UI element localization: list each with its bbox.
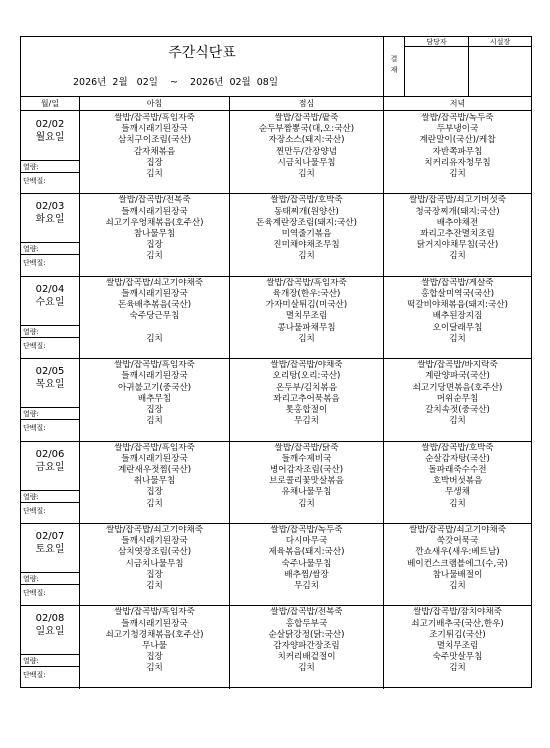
day-row <box>21 606 531 688</box>
protein-label: 단백질: <box>23 424 46 433</box>
menu-item: 김치 <box>449 663 466 674</box>
menu-item: 집장 <box>146 652 163 663</box>
menu-item: 멸치무조림 <box>285 311 328 322</box>
approver-director-sign[interactable] <box>469 47 531 96</box>
menu-item: 김치 <box>146 169 163 180</box>
label-divider <box>21 572 79 573</box>
menu-item: 무김치 <box>294 581 319 592</box>
breakfast-cell <box>80 360 229 427</box>
menu-item: 감자채볶음 <box>133 146 176 157</box>
approver-director-label: 시설장 <box>469 37 531 47</box>
menu-item: 육개장(한우:국산) <box>272 289 341 299</box>
menu-item: 돈육배추볶음(국산) <box>117 300 192 311</box>
menu-item: 쌀밥/잡곡밥/녹두죽 <box>270 525 343 535</box>
menu-item: 쌀밥/잡곡밥/닭죽 <box>274 442 339 453</box>
menu-item: 콩나물파채무침 <box>277 322 336 333</box>
menu-item: 꽈리고추잔멸치조림 <box>420 229 495 239</box>
menu-item: 톳홍합절이 <box>285 405 328 415</box>
menu-item: 깐쇼새우(새우:베트남) <box>415 547 500 558</box>
menu-item: 집장 <box>146 569 163 580</box>
day-row <box>21 194 531 276</box>
label-divider <box>21 254 79 255</box>
day-label <box>21 200 79 226</box>
menu-item: 쌀밥/잡곡밥/잠치야채죽 <box>413 607 502 618</box>
menu-item: 삼치엿장조림(국산) <box>117 547 192 558</box>
menu-item: 치커리유자청무침 <box>424 157 491 168</box>
menu-item: 돌파래죽수수전 <box>428 465 487 475</box>
label-divider <box>21 337 79 338</box>
menu-item: 김치 <box>449 581 466 592</box>
menu-item: 배추야채전 <box>436 217 479 228</box>
menu-item: 순살감자탕(국산) <box>425 453 490 464</box>
col-dinner: 저녁 <box>449 99 466 108</box>
label-divider <box>21 584 79 585</box>
label-divider <box>21 654 79 655</box>
menu-item: 조기튀김(국산) <box>429 629 486 640</box>
menu-item: 갈치속젓(중국산) <box>425 405 490 415</box>
menu-item: 떡갈비야채볶음(돼지:국산) <box>407 300 508 311</box>
calories-label: 열량: <box>23 327 39 336</box>
col-lunch: 점심 <box>298 99 315 108</box>
menu-item: 김치 <box>449 169 466 180</box>
menu-item: 김치 <box>298 333 315 344</box>
menu-item: 김치 <box>449 251 466 262</box>
menu-item: 자반쪽파무침 <box>432 146 483 157</box>
menu-item: 가자미살튀김(미국산) <box>265 300 348 311</box>
label-divider <box>21 407 79 408</box>
day-row <box>21 442 531 524</box>
menu-item: 들깨시래기된장국 <box>121 536 188 547</box>
menu-item: 무나물 <box>142 641 167 651</box>
menu-item: 아귀불고기(중국산) <box>117 382 192 393</box>
menu-item: 브로콜리꽃맛살볶음 <box>269 476 344 487</box>
dinner-cell <box>384 113 531 180</box>
lunch-cell <box>230 195 383 262</box>
menu-item: 치커리배겉절이 <box>277 652 336 663</box>
menu-item: 집장 <box>146 405 163 415</box>
date-range: 2026년 2월 02일 ~ 2026년 02월 08일 <box>73 77 279 88</box>
menu-item: 쌀밥/잡곡밥/흑임자죽 <box>114 113 195 123</box>
menu-item: 순살닭강정(닭:국산) <box>268 629 345 640</box>
menu-item: 들깨시래기된장국 <box>121 289 188 299</box>
menu-item: 쇠고기배추국(국산,한우) <box>411 618 504 629</box>
menu-item: 들깨시래기된장국 <box>121 453 188 464</box>
menu-item: 쌀밥/잡곡밥/호박죽 <box>270 195 343 206</box>
menu-item: 시금치나물무침 <box>277 157 336 168</box>
menu-item: 제육볶음(돼지:국산) <box>268 547 345 558</box>
menu-item: 쌀밥/잡곡밥/전복죽 <box>118 195 191 206</box>
menu-item: 동태찌개(원양산) <box>274 206 339 217</box>
menu-item: 김치 <box>449 416 466 427</box>
menu-item: 머위순무침 <box>436 393 479 404</box>
menu-item: 쌀밥/잡곡밥/흑임자죽 <box>114 442 195 453</box>
col-day: 월/일 <box>40 99 60 108</box>
menu-item: 계란양파국(국산) <box>425 371 490 382</box>
approval-divider <box>468 37 469 96</box>
day-weekday: 금요일 <box>35 461 65 473</box>
calories-label: 열량: <box>23 410 39 419</box>
label-divider <box>21 325 79 326</box>
lunch-cell <box>230 113 383 180</box>
menu-item: 김치 <box>449 498 466 509</box>
day-weekday: 토요일 <box>35 544 65 555</box>
day-weekday: 목요일 <box>35 379 65 391</box>
breakfast-cell <box>80 278 229 345</box>
menu-header <box>21 37 531 97</box>
menu-item: 숙주나물무침 <box>281 558 332 569</box>
menu-item: 김치 <box>146 416 163 427</box>
menu-item: 집장 <box>146 240 163 251</box>
day-row <box>21 359 531 441</box>
lunch-cell <box>230 607 383 674</box>
menu-item: 쌀밥/잡곡밥/쇠고기버섯죽 <box>408 195 507 206</box>
day-date: 02/08 <box>35 613 65 625</box>
menu-item: 참나물무침 <box>133 229 176 239</box>
menu-item: 김치 <box>298 498 315 509</box>
menu-item: 쇠고기당면볶음(호주산) <box>412 382 503 393</box>
menu-item: 무김치 <box>294 416 319 427</box>
label-divider <box>21 490 79 491</box>
approval-box <box>405 37 531 96</box>
day-date: 02/03 <box>35 201 65 213</box>
menu-item: 병어감자조림(국산) <box>269 465 344 475</box>
approval-label: 결 재 <box>383 37 405 96</box>
lunch-cell <box>230 278 383 345</box>
protein-label: 단백질: <box>23 506 46 515</box>
label-divider <box>21 242 79 243</box>
approver-staff-sign[interactable] <box>405 47 468 96</box>
menu-item: 닭거지야채무침(국산) <box>416 240 499 251</box>
label-divider <box>21 666 79 667</box>
menu-item: 베이컨스크램블에그(수,국) <box>407 558 508 569</box>
menu-item: 쌀밥/잡곡밥/쇠고기야채죽 <box>408 525 507 535</box>
dinner-cell <box>384 278 531 345</box>
menu-item: 무생채 <box>445 487 470 498</box>
menu-item: 들깨수제비국 <box>281 453 332 464</box>
breakfast-cell <box>80 113 229 180</box>
menu-item: 쌀밥/잡곡밥/흑임자죽 <box>114 607 195 618</box>
menu-item: 숙주맛살무침 <box>432 652 483 663</box>
calories-label: 열량: <box>23 245 39 254</box>
weekly-menu-sheet <box>20 36 532 688</box>
day-label <box>21 612 79 638</box>
label-divider <box>21 160 79 161</box>
breakfast-cell <box>80 195 229 262</box>
day-label <box>21 530 79 556</box>
menu-title: 주간식단표 <box>168 45 236 61</box>
day-date: 02/05 <box>35 366 65 378</box>
menu-item: 김치 <box>298 251 315 262</box>
menu-item: 집장 <box>146 487 163 498</box>
calories-label: 열량: <box>23 657 39 666</box>
menu-item: 김치 <box>298 663 315 674</box>
day-weekday: 수요일 <box>35 296 65 308</box>
day-date: 02/04 <box>35 283 65 295</box>
menu-item: 돈육계란장조림(돼지:국산) <box>256 217 357 228</box>
menu-item: 배추무침 <box>137 393 172 404</box>
menu-item: 청국장찌개(돼지:국산) <box>415 206 500 217</box>
menu-item: 김치 <box>146 251 163 262</box>
menu-item: 들깨시래기된장국 <box>121 124 188 135</box>
menu-item: 온두부/김치볶음 <box>275 382 337 393</box>
protein-label: 단백질: <box>23 589 46 597</box>
menu-item: 쌀밥/잡곡밥/게살죽 <box>421 277 494 288</box>
protein-label: 단백질: <box>23 341 46 350</box>
breakfast-cell <box>80 607 229 674</box>
menu-item: 쇠고기청경채볶음(호주산) <box>105 629 204 640</box>
menu-item: 김치 <box>146 581 163 592</box>
calories-label: 열량: <box>23 575 39 583</box>
protein-label: 단백질: <box>23 671 46 680</box>
menu-item: 감자양파간장조림 <box>273 641 340 651</box>
label-divider <box>21 419 79 420</box>
menu-item: 쌀밥/잡곡밥/녹두죽 <box>421 113 494 123</box>
menu-item: 계란말이(국산)/케찹 <box>419 135 496 146</box>
menu-item: 취나물무침 <box>133 476 176 487</box>
calories-label: 열량: <box>23 492 39 501</box>
lunch-cell <box>230 360 383 427</box>
day-date: 02/07 <box>35 531 65 542</box>
menu-item: 유채나물무침 <box>281 487 332 498</box>
day-date: 02/06 <box>35 448 65 460</box>
day-label <box>21 365 79 391</box>
menu-item: 다시마무국 <box>285 536 328 547</box>
menu-item: 김치 <box>298 169 315 180</box>
menu-item: 참나물배절이 <box>432 569 483 580</box>
menu-item: 김치 <box>146 333 163 344</box>
day-weekday: 월요일 <box>35 132 65 143</box>
menu-item: 김치 <box>146 498 163 509</box>
approver-staff-label: 담당자 <box>405 37 468 47</box>
col-breakfast: 아침 <box>146 99 163 108</box>
day-label <box>21 118 79 144</box>
menu-item: 들깨시래기된장국 <box>121 206 188 217</box>
protein-label: 단백질: <box>23 259 46 268</box>
day-row <box>21 277 531 359</box>
dinner-cell <box>384 195 531 262</box>
menu-item: 김치 <box>449 333 466 344</box>
menu-item: 꽈리고추어묵볶음 <box>273 393 340 404</box>
menu-item: 숙주당근무침 <box>129 311 180 322</box>
menu-item: 쌀밥/잡곡밥/흑임자죽 <box>114 360 195 371</box>
day-label <box>21 283 79 309</box>
menu-item: 오이달래무침 <box>432 322 483 333</box>
breakfast-cell <box>80 525 229 592</box>
menu-item: 쌀밥/잡곡밥/팥죽 <box>274 113 339 123</box>
lunch-cell <box>230 443 383 510</box>
protein-label: 단백질: <box>23 177 46 185</box>
menu-item: 쌀밥/잡곡밥/쇠고기야채죽 <box>105 277 204 288</box>
menu-item: 들깨시래기된장국 <box>121 371 188 382</box>
day-date: 02/02 <box>35 119 65 130</box>
menu-item: 진미채야채조무침 <box>273 240 340 251</box>
menu-item: 계란새우젓찜(국산) <box>117 465 192 475</box>
dinner-cell <box>384 525 531 592</box>
menu-item: 오리탕(오리:국산) <box>272 371 341 382</box>
menu-item: 쌀밥/잡곡밥/흑임자죽 <box>266 277 347 288</box>
menu-item: 자장소스(돼지:국산) <box>268 135 345 146</box>
lunch-cell <box>230 525 383 592</box>
menu-item: 들깨시래기된장국 <box>121 618 188 629</box>
menu-item: 김치 <box>146 663 163 674</box>
menu-item: 쌀밥/잡곡밥/전복죽 <box>270 607 343 618</box>
menu-item: 호박버섯볶음 <box>432 476 483 487</box>
menu-item: 순두부짬뽕국(대,오:국산) <box>258 124 355 135</box>
menu-item: 삼치구이조림(국산) <box>117 135 192 146</box>
day-row <box>21 524 531 606</box>
menu-item: 미역줄기볶음 <box>281 229 332 239</box>
menu-item: 배추찜/쌈장 <box>284 569 329 580</box>
menu-item: 쇠고기우엉채볶음(호주산) <box>105 217 204 228</box>
breakfast-cell <box>80 443 229 510</box>
calories-label: 열량: <box>23 163 39 171</box>
menu-item: 쌀밥/잡곡밥/야채죽 <box>270 360 343 371</box>
menu-item: 쑥갓어묵국 <box>436 536 479 547</box>
menu-item: 홍합두부국 <box>285 618 328 629</box>
day-label <box>21 448 79 474</box>
label-divider <box>21 502 79 503</box>
menu-item: 쌀밥/잡곡밥/호박죽 <box>421 442 494 453</box>
dinner-cell <box>384 607 531 674</box>
menu-item: 시금치나물무침 <box>125 558 184 569</box>
menu-item: 멸치무조림 <box>436 641 479 651</box>
menu-item: 집장 <box>146 157 163 168</box>
dinner-cell <box>384 443 531 510</box>
menu-item: 홍합살미역국(국산) <box>420 289 495 299</box>
menu-item: 두부냉이국 <box>436 124 479 135</box>
label-divider <box>21 172 79 173</box>
day-weekday: 화요일 <box>35 214 65 226</box>
dinner-cell <box>384 360 531 427</box>
menu-item: 찐만두/간장양념 <box>275 146 337 157</box>
menu-item: 배추된장지짐 <box>432 311 483 322</box>
day-weekday: 일요일 <box>35 626 65 638</box>
column-header <box>21 97 531 111</box>
menu-item <box>80 323 229 334</box>
menu-item: 쌀밥/잡곡밥/바지락죽 <box>417 360 498 371</box>
menu-item: 쌀밥/잡곡밥/쇠고기야채죽 <box>105 525 204 535</box>
day-row <box>21 112 531 194</box>
